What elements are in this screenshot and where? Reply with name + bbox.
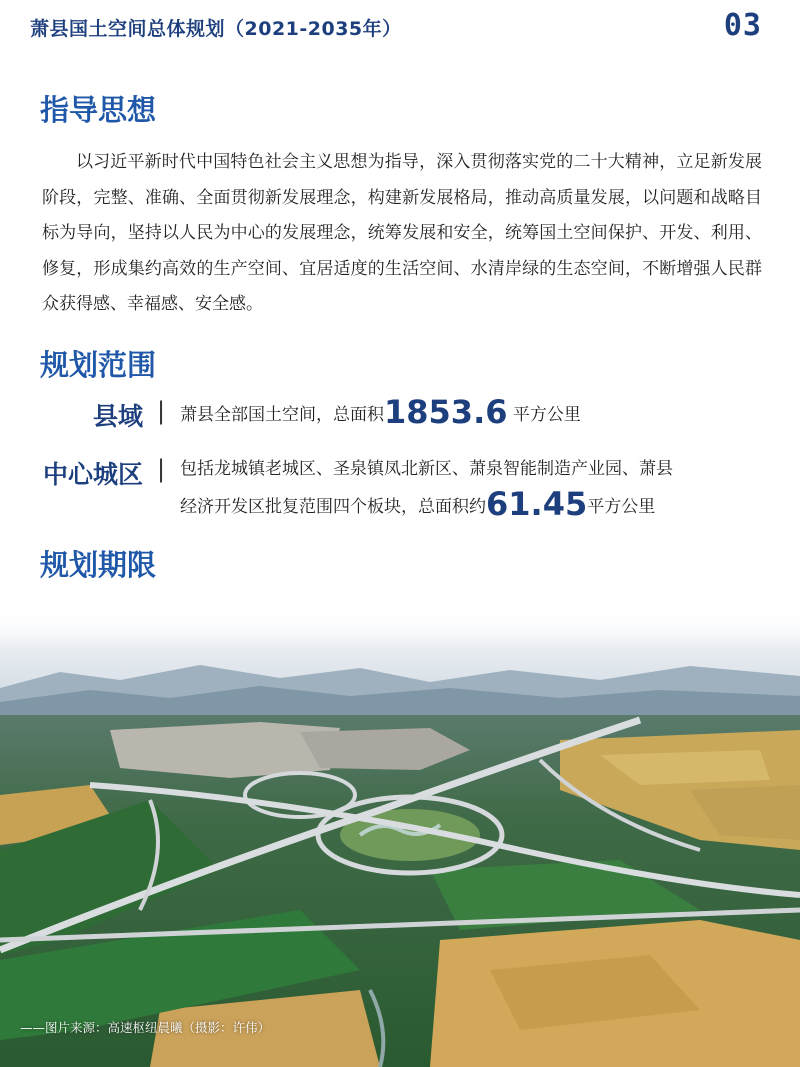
guiding-paragraph: 以习近平新时代中国特色社会主义思想为指导，深入贯彻落实党的二十大精神，立足新发展阶段，完整、准确、全面贯彻新发展理念，构建新发展格局，推动高质量发展，以问题和战略目标为导向，坚持以人民为中心的发展理念，统筹发展和安全，统筹国土空间保护、开发、利用、修复，形成集约高效的生产空间、宜居适度的生活空间、水清岸绿的生态空间，不断增强人民群众获得感、幸福感、安全感。: [42, 152, 762, 314]
scope-county-desc: 萧县全部国土空间，总面积: [180, 405, 384, 425]
scope-center-desc: 经济开发区批复范围四个板块，总面积约: [180, 497, 486, 517]
photo-caption: ——图片来源：高速枢纽晨曦（摄影：许伟）: [20, 1020, 271, 1035]
scope-center-separator: |: [157, 455, 166, 483]
page-header: [0, 0, 800, 60]
scope-heading: 规划范围: [40, 348, 157, 382]
document-title: 萧县国土空间总体规划（2021-2035年）: [30, 18, 402, 40]
scope-center-label: 中心城区: [42, 460, 143, 489]
scope-county-label: 县域: [92, 402, 143, 431]
scope-center-text: [180, 452, 770, 525]
scope-county-unit: 平方公里: [507, 405, 581, 425]
scope-county-area: 1853.6: [384, 393, 508, 431]
scope-center-line1: 包括龙城镇老城区、圣泉镇凤北新区、萧泉智能制造产业园、萧县: [180, 459, 673, 479]
page-number: 03: [723, 8, 762, 43]
scope-county-separator: |: [157, 397, 166, 425]
scope-center-line2: [180, 487, 770, 525]
scope-center-area: 61.45: [486, 485, 588, 523]
scope-county-text: [180, 395, 770, 433]
highway-interchange-photo: [0, 610, 800, 1067]
guiding-heading: 指导思想: [40, 93, 157, 127]
scope-center-unit: 平方公里: [587, 497, 656, 517]
period-heading: 规划期限: [40, 548, 157, 582]
